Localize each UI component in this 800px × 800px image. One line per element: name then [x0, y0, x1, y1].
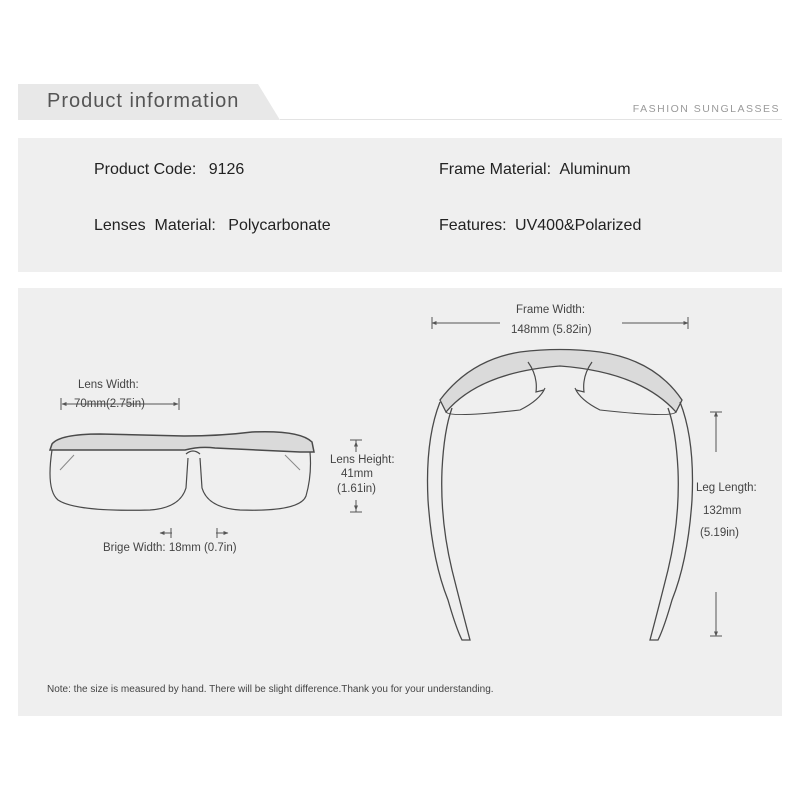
features-value: UV400&Polarized	[515, 217, 642, 234]
frame-material-value: Aluminum	[559, 161, 631, 178]
front-view-glasses-icon	[50, 432, 314, 511]
product-code-value: 9126	[208, 161, 245, 178]
leg-length-label: Leg Length:	[696, 482, 757, 494]
frame-width-label: Frame Width:	[516, 304, 586, 316]
lens-width-label: Lens Width:	[78, 379, 139, 391]
leg-length-value-in: (5.19in)	[700, 527, 739, 539]
lens-height-label: Lens Height:	[330, 454, 395, 466]
lens-height-value-mm: 41mm	[341, 468, 373, 480]
frame-width-value: 148mm (5.82in)	[511, 324, 592, 336]
lenses-material-label: Lenses Material:	[94, 217, 216, 234]
frame-material-label: Frame Material:	[439, 161, 552, 178]
page-title: Product information	[47, 90, 240, 112]
header-tagline: FASHION SUNGLASSES	[632, 103, 780, 115]
top-view-glasses-icon	[428, 350, 693, 641]
lens-height-value-in: (1.61in)	[337, 483, 376, 495]
lens-width-value: 70mm(2.75in)	[74, 398, 145, 410]
features-label: Features:	[439, 217, 507, 234]
bridge-width-label: Brige Width: 18mm (0.7in)	[103, 542, 237, 554]
leg-length-dimension-line	[710, 412, 722, 636]
bridge-width-dimension-line	[160, 528, 228, 538]
product-code-label: Product Code:	[94, 161, 197, 178]
leg-length-value-mm: 132mm	[703, 505, 742, 517]
lenses-material-value: Polycarbonate	[228, 217, 331, 234]
measurement-note: Note: the size is measured by hand. There will be slight difference.Thank you for your understanding.	[47, 684, 494, 695]
